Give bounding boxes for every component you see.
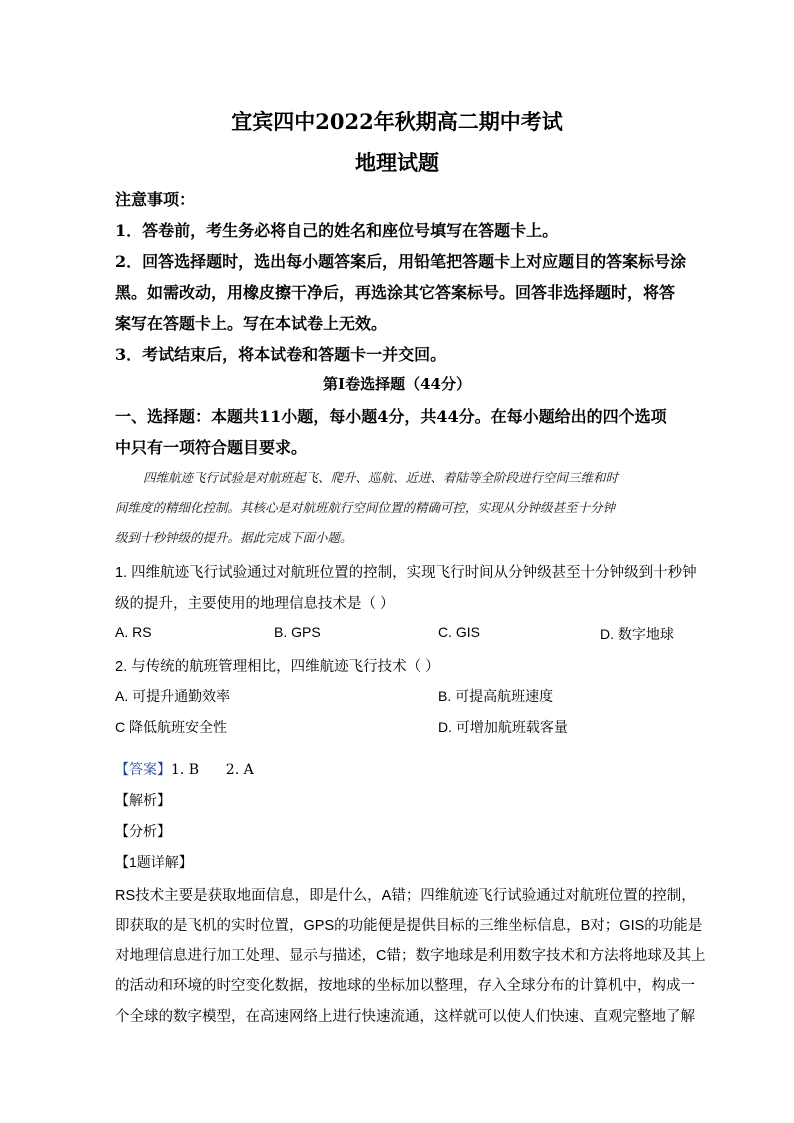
section-instruction-2: 中只有一项符合题目要求。 <box>115 438 308 457</box>
analysis-label: 【解析】 <box>115 792 171 808</box>
notes-heading: 注意事项： <box>115 190 196 209</box>
note-item-2-cont: 黑。如需改动，用橡皮擦干净后，再选涂其它答案标号。回答非选择题时，将答 <box>115 283 676 302</box>
fenxi-label: 【分析】 <box>115 823 171 839</box>
detail-1-label: 【1题详解】 <box>115 854 193 870</box>
exam-title: 宜宾四中2022年秋期高二期中考试 <box>231 109 563 134</box>
explanation-line-4: 的活动和环境的时空变化数据，按地球的坐标加以整理，存入全球分布的计算机中，构成一 <box>115 978 695 994</box>
note-item-1: 1．答卷前，考生务必将自己的姓名和座位号填写在答题卡上。 <box>115 221 559 240</box>
q1-option-c: C. GIS <box>438 624 481 640</box>
answer-label: 【答案】 <box>115 761 171 777</box>
answer-value: 1. B 2. A <box>171 762 254 778</box>
section-instruction-1: 一、选择题：本题共11小题，每小题4分，共44分。在每小题给出的四个选项 <box>115 407 667 426</box>
explanation-line-1: RS技术主要是获取地面信息，即是什么，A错；四维航迹飞行试验通过对航班位置的控制， <box>115 888 696 904</box>
explanation-line-3: 对地理信息进行加工处理、显示与描述，C错；数字地球是利用数字技术和方法将地球及其上 <box>115 948 706 964</box>
exam-subtitle: 地理试题 <box>355 150 439 175</box>
passage-line-1: 四维航迹飞行试验是对航班起飞、爬升、巡航、近进、着陆等全阶段进行空间三维和时 <box>143 470 619 485</box>
note-item-2-end: 案写在答题卡上。写在本试卷上无效。 <box>115 314 388 333</box>
question-1-stem-cont: 级的提升，主要使用的地理信息技术是（ ） <box>115 596 395 612</box>
q1-option-b: B. GPS <box>274 624 321 640</box>
q1-option-a: A. RS <box>115 624 152 640</box>
q2-option-c: C 降低航班安全性 <box>115 719 227 735</box>
question-2-stem: 2. 与传统的航班管理相比，四维航迹飞行技术（ ） <box>115 659 440 675</box>
note-item-2: 2．回答选择题时，选出每小题答案后，用铅笔把答题卡上对应题目的答案标号涂 <box>115 252 687 271</box>
explanation-line-2: 即获取的是飞机的实时位置，GPS的功能便是提供目标的三维坐标信息，B对；GIS的功能是 <box>115 918 703 934</box>
passage-line-3: 级到十秒钟级的提升。据此完成下面小题。 <box>115 530 353 545</box>
question-1-stem: 1. 四维航迹飞行试验通过对航班位置的控制，实现飞行时间从分钟级甚至十分钟级到十秒钟 <box>115 565 697 581</box>
explanation-line-5: 个全球的数字模型，在高速网络上进行快速流通，这样就可以使人们快速、直观完整地了解 <box>115 1009 695 1025</box>
section-title: 第Ⅰ卷选择题（44分） <box>323 375 471 393</box>
q2-option-b: B. 可提高航班速度 <box>438 688 554 704</box>
q2-option-a: A. 可提升通勤效率 <box>115 688 231 704</box>
passage-line-2: 间维度的精细化控制。其核心是对航班航行空间位置的精确可控，实现从分钟级甚至十分钟 <box>115 500 616 515</box>
q1-option-d: D. 数字地球 <box>600 626 674 642</box>
q2-option-d: D. 可增加航班载客量 <box>438 719 568 735</box>
note-item-3: 3．考试结束后，将本试卷和答题卡一并交回。 <box>115 345 447 364</box>
answer-row <box>115 759 254 779</box>
